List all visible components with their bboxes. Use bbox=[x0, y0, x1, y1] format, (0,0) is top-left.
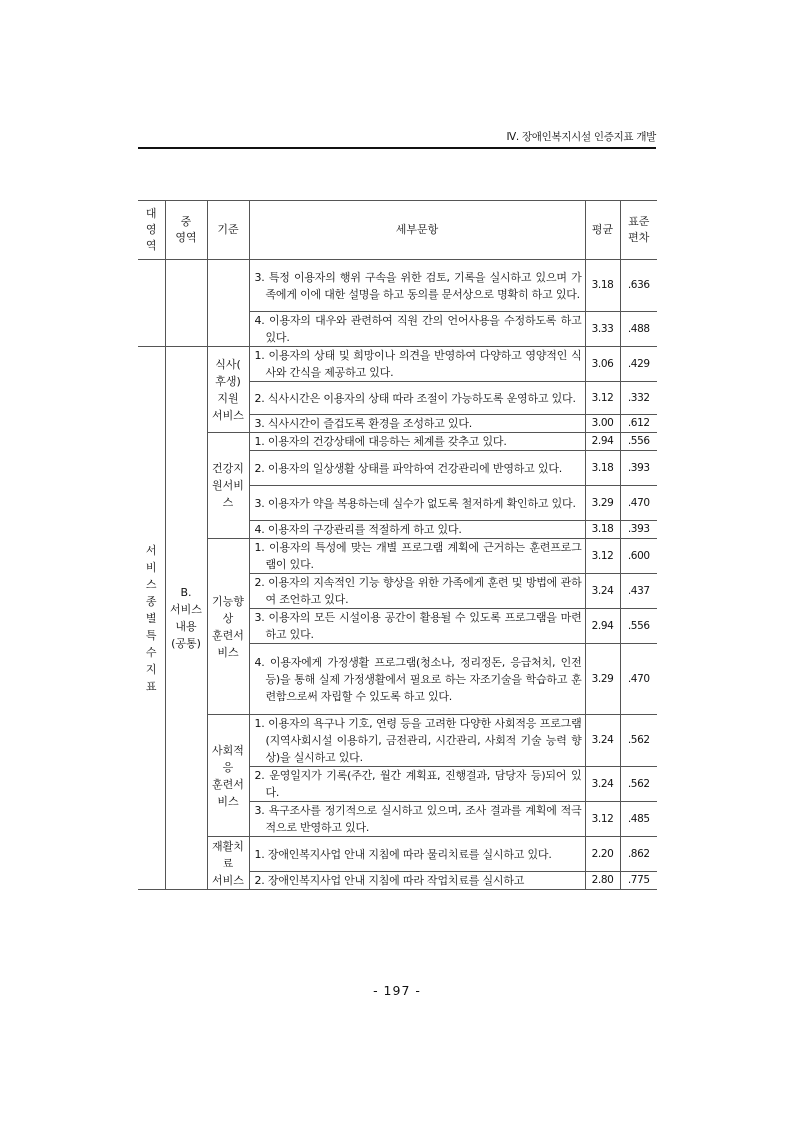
mid-area-cell-text: B. 서비스 내용 (공통) bbox=[170, 586, 202, 650]
page-number: - 197 - bbox=[373, 983, 421, 998]
mean-cell: 2.94 bbox=[585, 433, 620, 451]
item-cell bbox=[249, 574, 585, 609]
header-criterion: 기준 bbox=[207, 201, 249, 260]
mean-cell: 2.20 bbox=[585, 837, 620, 872]
header-mean: 평균 bbox=[585, 201, 620, 260]
sd-cell: .393 bbox=[620, 451, 657, 486]
mean-cell: 3.33 bbox=[585, 312, 620, 347]
table-header-row bbox=[138, 201, 657, 260]
item-text: 2. 이용자의 일상생활 상태를 파악하여 건강관리에 반영하고 있다. bbox=[254, 461, 563, 475]
sd-cell: .437 bbox=[620, 574, 657, 609]
item-cell bbox=[249, 539, 585, 574]
sd-cell: .470 bbox=[620, 486, 657, 521]
criterion-cell bbox=[207, 433, 249, 539]
sd-cell: .556 bbox=[620, 609, 657, 644]
mean-cell: 3.12 bbox=[585, 802, 620, 837]
item-cell bbox=[249, 415, 585, 433]
mean-cell: 3.24 bbox=[585, 767, 620, 802]
mean-cell: 3.29 bbox=[585, 486, 620, 521]
criterion-cell bbox=[207, 539, 249, 715]
mean-cell: 3.06 bbox=[585, 347, 620, 382]
item-text: 1. 이용자의 상태 및 희망이나 의견을 반영하여 다양하고 영양적인 식사와 간식을 제공하고 있다. bbox=[254, 349, 582, 379]
item-cell bbox=[249, 521, 585, 539]
item-cell bbox=[249, 715, 585, 767]
item-cell bbox=[249, 486, 585, 521]
sd-cell: .862 bbox=[620, 837, 657, 872]
item-text: 3. 식사시간이 즐겁도록 환경을 조성하고 있다. bbox=[254, 417, 473, 430]
item-cell bbox=[249, 609, 585, 644]
running-title: Ⅳ. 장애인복지시설 인증지표 개발 bbox=[506, 131, 656, 143]
item-text: 3. 특정 이용자의 행위 구속을 위한 검토, 기록을 실시하고 있으며 가족에게 이에 대한 설명을 하고 동의를 문서상으로 명확히 하고 있다. bbox=[254, 270, 582, 301]
item-text: 2. 식사시간은 이용자의 상태 따라 조절이 가능하도록 운영하고 있다. bbox=[254, 391, 576, 405]
header-sd: 표준 편차 bbox=[620, 201, 657, 260]
item-text: 1. 이용자의 특성에 맞는 개별 프로그램 계획에 근거하는 훈련프로그램이 있다. bbox=[254, 541, 582, 571]
item-text: 1. 이용자의 건강상태에 대응하는 체계를 갖추고 있다. bbox=[254, 435, 507, 448]
item-text: 3. 이용자의 모든 시설이용 공간이 활용될 수 있도록 프로그램을 마련하고 있다. bbox=[254, 611, 582, 641]
mean-cell: 3.24 bbox=[585, 574, 620, 609]
table-row bbox=[138, 433, 657, 451]
table-row bbox=[138, 539, 657, 574]
item-text: 4. 이용자의 대우와 관련하여 직원 간의 언어사용을 수정하도록 하고 있다. bbox=[254, 314, 582, 344]
sd-cell: .470 bbox=[620, 644, 657, 715]
sd-cell: .429 bbox=[620, 347, 657, 382]
item-text: 3. 이용자가 약을 복용하는데 실수가 없도록 철저하게 확인하고 있다. bbox=[254, 496, 576, 510]
criterion-cell-text: 사회적 응 훈련서 비스 bbox=[212, 743, 244, 808]
sd-cell: .488 bbox=[620, 312, 657, 347]
criterion-cell-text: 건강지 원서비 스 bbox=[212, 462, 244, 509]
item-cell bbox=[249, 382, 585, 415]
mean-cell: 3.12 bbox=[585, 539, 620, 574]
criterion-cell bbox=[207, 837, 249, 890]
header-major-area: 대 영 역 bbox=[138, 201, 165, 260]
table-row bbox=[138, 260, 657, 312]
item-cell bbox=[249, 433, 585, 451]
sd-cell: .332 bbox=[620, 382, 657, 415]
item-text: 2. 이용자의 지속적인 기능 향상을 위한 가족에게 훈련 및 방법에 관하여 조언하고 있다. bbox=[254, 576, 582, 606]
item-text: 4. 이용자의 구강관리를 적절하게 하고 있다. bbox=[254, 523, 462, 536]
item-cell bbox=[249, 802, 585, 837]
item-cell bbox=[249, 312, 585, 347]
item-cell bbox=[249, 451, 585, 486]
sd-cell: .600 bbox=[620, 539, 657, 574]
item-cell bbox=[249, 872, 585, 890]
mean-cell: 3.29 bbox=[585, 644, 620, 715]
mean-cell: 2.94 bbox=[585, 609, 620, 644]
sd-cell: .485 bbox=[620, 802, 657, 837]
item-text: 1. 장애인복지사업 안내 지침에 따라 물리치료를 실시하고 있다. bbox=[254, 847, 552, 861]
mean-cell: 3.18 bbox=[585, 260, 620, 312]
mid-area-cell bbox=[165, 347, 207, 890]
criterion-cell-text: 재활치 료 서비스 bbox=[212, 839, 244, 887]
header-mid-area: 중 영역 bbox=[165, 201, 207, 260]
item-cell bbox=[249, 837, 585, 872]
item-text: 2. 장애인복지사업 안내 지침에 따라 작업치료를 실시하고 bbox=[254, 874, 525, 887]
indicator-table bbox=[138, 200, 657, 890]
sd-cell: .636 bbox=[620, 260, 657, 312]
criterion-cell bbox=[207, 715, 249, 837]
mean-cell: 2.80 bbox=[585, 872, 620, 890]
item-text: 2. 운영일지가 기록(주간, 월간 계획표, 진행결과, 담당자 등)되어 있다. bbox=[254, 769, 582, 799]
running-header bbox=[138, 127, 656, 149]
criterion-cell-text: 식사( 후생) 지원 서비스 bbox=[212, 357, 244, 422]
mean-cell: 3.00 bbox=[585, 415, 620, 433]
item-cell bbox=[249, 767, 585, 802]
mid-area-cell bbox=[165, 260, 207, 347]
sd-cell: .612 bbox=[620, 415, 657, 433]
table-row bbox=[138, 715, 657, 767]
item-text: 3. 욕구조사를 정기적으로 실시하고 있으며, 조사 결과를 계획에 적극적으로 반영하고 있다. bbox=[254, 804, 582, 834]
major-area-cell bbox=[138, 347, 165, 890]
item-text: 1. 이용자의 욕구나 기호, 연령 등을 고려한 다양한 사회적응 프로그램(지역사회시설 이용하기, 금전관리, 시간관리, 사회적 기술 능력 향상)을 실시하고 있다. bbox=[254, 717, 582, 764]
mean-cell: 3.18 bbox=[585, 451, 620, 486]
item-text: 4. 이용자에게 가정생활 프로그램(청소나, 정리정돈, 응급처치, 인전등)을 통해 실제 가정생활에서 필요로 하는 자조기술을 학습하고 훈련함으로써 자립할 수 있도록 하고 있다. bbox=[254, 655, 582, 703]
item-cell bbox=[249, 644, 585, 715]
sd-cell: .562 bbox=[620, 767, 657, 802]
table-row bbox=[138, 837, 657, 872]
header-item: 세부문항 bbox=[249, 201, 585, 260]
table-body bbox=[138, 260, 657, 890]
sd-cell: .775 bbox=[620, 872, 657, 890]
criterion-cell bbox=[207, 260, 249, 347]
sd-cell: .556 bbox=[620, 433, 657, 451]
sd-cell: .393 bbox=[620, 521, 657, 539]
mean-cell: 3.24 bbox=[585, 715, 620, 767]
criterion-cell bbox=[207, 347, 249, 433]
mean-cell: 3.18 bbox=[585, 521, 620, 539]
item-cell bbox=[249, 260, 585, 312]
item-cell bbox=[249, 347, 585, 382]
sd-cell: .562 bbox=[620, 715, 657, 767]
table-row bbox=[138, 347, 657, 382]
major-area-cell bbox=[138, 260, 165, 347]
major-area-cell-text: 서 비 스 종 별 특 수 지 표 bbox=[145, 543, 157, 693]
criterion-cell-text: 기능향 상 훈련서 비스 bbox=[212, 594, 244, 659]
mean-cell: 3.12 bbox=[585, 382, 620, 415]
